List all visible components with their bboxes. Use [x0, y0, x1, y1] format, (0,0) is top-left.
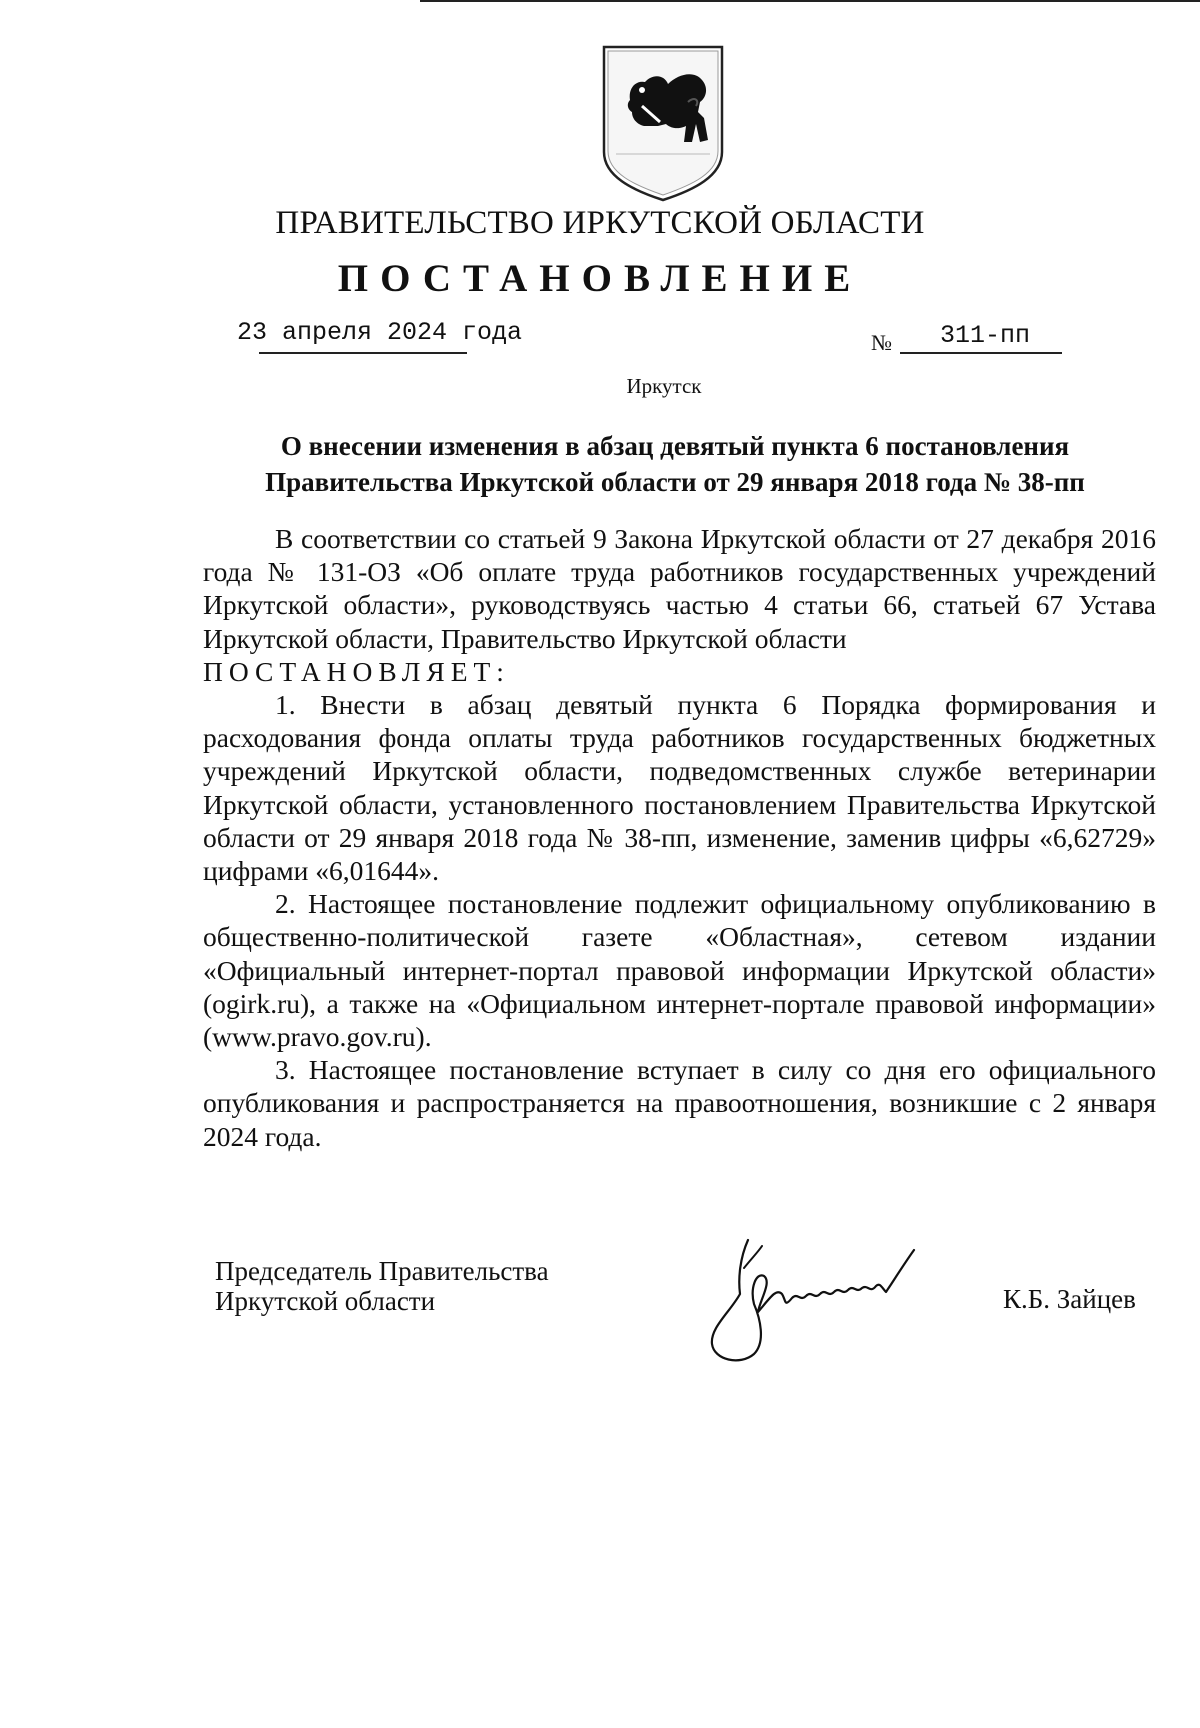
document-title: [200, 428, 1150, 500]
clause-paragraph: 1. Внести в абзац девятый пункта 6 Порядка формирования и расходования фонда оплаты труда работников государственных бюджетных учреждений Иркутской области, подведомственных службе ветеринарии Иркутской области, установленного постановлением Правительства Иркутской области от 29 января 2018 года № 38-пп, изменение, заменив цифры «6,62729» цифрами «6,01644».: [203, 689, 1156, 887]
title-line: Правительства Иркутской области от 29 января 2018 года № 38-пп: [265, 467, 1085, 497]
document-type: ПОСТАНОВЛЕНИЕ: [337, 257, 863, 300]
title-line: О внесении изменения в абзац девятый пункта 6 постановления: [280, 431, 1070, 461]
document-body: [203, 522, 1156, 1153]
signatory-title: [215, 1256, 549, 1316]
irkutsk-coat-of-arms-icon: [598, 44, 728, 202]
signatory-name: К.Б. Зайцев: [1003, 1284, 1136, 1314]
clause-paragraph: 3. Настоящее постановление вступает в силу со дня его официального опубликования и распространяется на правоотношения, возникшие с 2 января 2024 года.: [203, 1054, 1156, 1152]
handwritten-signature-icon: [700, 1228, 960, 1368]
document-number: 311-пп: [940, 321, 1031, 350]
number-underline: [900, 352, 1062, 354]
signatory-title-line: Иркутской области: [215, 1286, 436, 1316]
document-date: 23 апреля 2024 года: [237, 318, 523, 347]
signatory-title-line: Председатель Правительства: [215, 1256, 549, 1286]
decree-heading: ПОСТАНОВЛЯЕТ:: [203, 655, 510, 687]
preamble-paragraph: В соответствии со статьей 9 Закона Иркутской области от 27 декабря 2016 года № 131-ОЗ «Об оплате труда работников государственных учреждений Иркутской области», руководствуясь частью 4 статьи 66, статьей 67 Устава Иркутской области, Правительство Иркутской области: [203, 523, 1156, 654]
document-city: Иркутск: [626, 374, 702, 398]
top-rule: [420, 0, 1200, 2]
agency-name: ПРАВИТЕЛЬСТВО ИРКУТСКОЙ ОБЛАСТИ: [275, 205, 925, 241]
date-underline: [259, 352, 467, 354]
clause-paragraph: 2. Настоящее постановление подлежит официальному опубликованию в общественно-политической газете «Областная», сетевом издании «Официальный интернет-портал правовой информации Иркутской области» (ogirk.ru), а также на «Официальном интернет-портале правовой информации» (www.pravo.gov.ru).: [203, 888, 1156, 1053]
number-sign: №: [871, 330, 892, 355]
